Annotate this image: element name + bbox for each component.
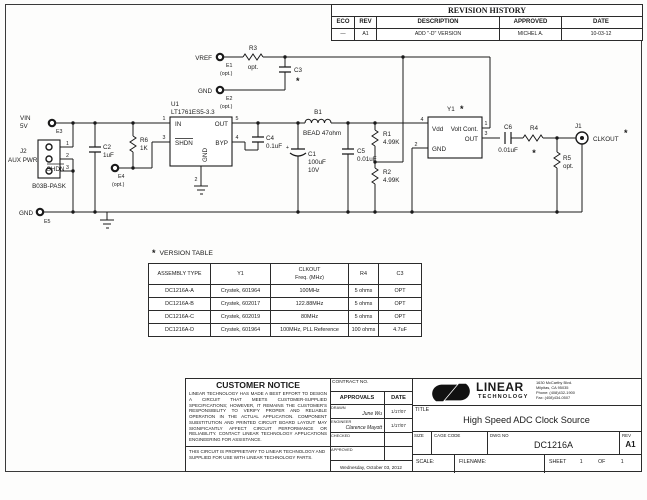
sheet-label: SHEET xyxy=(549,459,567,465)
title-block xyxy=(185,378,642,472)
revision-history-title: REVISION HISTORY xyxy=(332,5,642,17)
label-c6: C6 xyxy=(503,124,513,131)
wires xyxy=(44,57,582,220)
label-b1-val: BEAD 47ohm xyxy=(303,130,342,137)
col-eco: ECO xyxy=(332,17,355,28)
label-c1: C1 xyxy=(308,151,317,158)
drawn-date: 1/17/07 xyxy=(391,409,406,414)
label-u1-part: LT1761ES5-3.3 xyxy=(171,109,215,116)
col-rev: REV xyxy=(355,17,377,28)
version-row-a: DC1216A-A Crystek, 601964 100MHz 5 ohms OPT xyxy=(149,285,421,298)
u1-num-shdn: 3 xyxy=(162,135,166,141)
version-table xyxy=(148,263,422,337)
label-e4-opt: (opt.) xyxy=(112,182,125,188)
label-c1-plus: + xyxy=(285,145,289,151)
terminal-e2 xyxy=(217,87,223,93)
label-r5-val: opt. xyxy=(563,163,574,170)
approvals-date-label: DATE xyxy=(391,395,406,401)
version-row-d: DC1216A-D Crystek, 601964 100MHz, PLL Reference 100 ohms 4.7uF xyxy=(149,324,421,336)
label-c2: C2 xyxy=(103,144,112,151)
drawing-title-row xyxy=(412,406,641,432)
label-r5: R5 xyxy=(563,155,572,162)
terminal-e4 xyxy=(112,165,118,171)
version-row-b: DC1216A-B Crystek, 602017 122.88MHz 5 ohms OPT xyxy=(149,298,421,311)
cage-code-cell: CAGE CODE xyxy=(432,432,488,454)
filename-cell: FILENAME: xyxy=(455,455,545,473)
rev-description: ADD "-D" VERSION xyxy=(377,29,500,40)
u1-pin-byp: BYP xyxy=(215,140,228,147)
label-e1-opt: (opt.) xyxy=(220,71,233,77)
title-label: TITLE xyxy=(415,407,430,413)
scale-cell: SCALE: xyxy=(412,455,455,473)
customer-notice-title: CUSTOMER NOTICE xyxy=(216,380,300,390)
dwg-no-value: DC1216A xyxy=(533,440,574,450)
size-cell: SIZE xyxy=(412,432,432,454)
approval-row-approved xyxy=(330,447,412,461)
version-table-star: * xyxy=(152,248,156,258)
company-name-2: TECHNOLOGY xyxy=(478,394,529,400)
label-shdn: SHDN xyxy=(46,166,65,173)
label-c4: C4 xyxy=(266,135,275,142)
label-gnd-in: GND xyxy=(19,210,33,217)
label-j2-part: B03B-PASK xyxy=(32,183,66,190)
u1-num-out: 5 xyxy=(235,116,239,122)
label-c1-rating: 10V xyxy=(308,167,320,174)
y1-num-gnd: 2 xyxy=(414,142,418,148)
col-date: DATE xyxy=(593,19,609,25)
earth-ground-symbols xyxy=(100,186,208,228)
rev-approved: MICHEL A. xyxy=(500,29,562,40)
engineer-name: Clarence Mayott xyxy=(345,425,382,431)
role-label: APPROVED xyxy=(331,447,353,452)
label-j2-pin1: 1 xyxy=(66,141,69,147)
col-approved: APPROVED xyxy=(500,17,562,28)
label-clkout: CLKOUT xyxy=(593,136,619,143)
u1-num-gnd: 2 xyxy=(194,177,198,183)
u1-pin-in: IN xyxy=(175,121,182,128)
label-c3: C3 xyxy=(294,67,303,74)
y1-num-vc: 1 xyxy=(484,121,488,127)
label-e2-opt: (opt.) xyxy=(220,104,233,110)
approval-row-engineer xyxy=(330,419,412,433)
size-row xyxy=(412,432,641,455)
inductor-b1 xyxy=(305,119,331,123)
version-table-title: * VERSION TABLE xyxy=(152,248,213,258)
label-j2: J2 xyxy=(20,148,27,155)
label-r3-val: opt. xyxy=(247,64,259,71)
company-address: 1630 McCarthy Blvd. Milpitas, CA 95035 Phone: (408)432-1900 Fax: (408)434-0507 xyxy=(536,380,575,400)
u1-num-in: 1 xyxy=(162,116,166,122)
terminal-e1 xyxy=(217,54,223,60)
sheet-cell xyxy=(545,455,641,473)
col-assembly-type: ASSEMBLY TYPE xyxy=(149,264,211,285)
terminal-e5 xyxy=(37,209,43,215)
y1-pin-vc: Volt Cont. xyxy=(450,126,478,133)
customer-notice-body: LINEAR TECHNOLOGY HAS MADE A BEST EFFORT TO DESIGN A CIRCUIT THAT MEETS CUSTOMER-SUPPLIED SPECIFICATIONS; HOWEVER, IT REMAINS THE CUSTOMER'S RESPONSIBILITY TO VERIFY PROPER AND RELIABLE OPERATION IN THE ACTUAL APPLICATION. COMPONENT SUBSTITUTION AND PRINTED CIRCUIT BOARD LAYOUT MAY SIGNIFICANTLY AFFECT CIRCUIT PERFORMANCE OR RELIABILITY. CONTACT LINEAR TECHNOLOGY APPLICATIONS ENGINEERING FOR ASSISTANCE. xyxy=(189,391,327,442)
rev-eco: — xyxy=(332,29,355,40)
label-e4: E4 xyxy=(118,174,125,180)
label-b1: B1 xyxy=(314,109,322,116)
customer-notice xyxy=(186,379,331,471)
version-table-header xyxy=(149,264,421,285)
label-r4-star: * xyxy=(532,148,536,158)
col-r4: R4 xyxy=(349,264,379,285)
role-label: DRAWN xyxy=(331,405,346,410)
label-j1: J1 xyxy=(575,123,582,130)
engineer-date: 1/17/07 xyxy=(391,423,406,428)
label-y1: Y1 xyxy=(447,106,455,113)
company-row xyxy=(412,379,641,406)
approval-row-checked xyxy=(330,433,412,447)
y1-num-vdd: 4 xyxy=(420,117,424,123)
label-y1-star: * xyxy=(460,104,464,114)
col-description: DESCRIPTION xyxy=(377,17,500,28)
approvals-block xyxy=(330,379,413,471)
label-r6-val: 1K xyxy=(140,145,148,152)
label-r2-val: 4.99K xyxy=(383,177,400,184)
label-j2-auxpwr: AUX PWR xyxy=(8,157,38,164)
version-row-c: DC1216A-C Crystek, 602019 80MHz 5 ohms OPT xyxy=(149,311,421,324)
label-j2-pin2: 2 xyxy=(66,153,69,159)
role-label: CHECKED xyxy=(331,433,351,438)
label-clkout-star: * xyxy=(624,128,628,138)
u1-pin-gnd: GND xyxy=(202,148,209,162)
proprietary-note: THIS CIRCUIT IS PROPRIETARY TO LINEAR TECHNOLOGY AND SUPPLIED FOR USE WITH LINEAR TECHNOLOGY PARTS. xyxy=(186,446,330,463)
contract-no-label: CONTRACT NO. xyxy=(330,379,412,392)
sheet-of-number: 1 xyxy=(620,459,624,465)
label-j2-pin3: 3 xyxy=(66,165,69,171)
scale-row xyxy=(412,455,641,473)
label-r1: R1 xyxy=(383,131,392,138)
label-e1: E1 xyxy=(226,63,233,69)
label-r1-val: 4.99K xyxy=(383,139,400,146)
y1-pin-vdd: Vdd xyxy=(432,126,444,133)
label-c5: C5 xyxy=(357,148,366,155)
drawn-name: June Wu xyxy=(362,411,382,417)
label-vin: VIN xyxy=(20,115,31,122)
linear-technology-logo xyxy=(428,382,474,403)
rev-rev: A1 xyxy=(355,29,377,40)
capacitor-c1-curved-plate xyxy=(290,153,306,156)
approvals-label: APPROVALS xyxy=(330,392,385,404)
label-r4: R4 xyxy=(529,125,539,132)
label-c1-val: 100uF xyxy=(308,159,326,166)
label-u1: U1 xyxy=(171,101,180,108)
label-c3-star: * xyxy=(296,76,300,86)
company-name: LINEAR xyxy=(476,380,524,394)
drawing-title: High Speed ADC Clock Source xyxy=(463,415,590,425)
sheet-of-label: OF xyxy=(598,459,606,465)
role-label: ENGINEER xyxy=(331,419,352,424)
label-r2: R2 xyxy=(383,169,392,176)
label-r3: R3 xyxy=(248,45,258,52)
label-vin-5v: 5V xyxy=(20,123,28,130)
label-c6-val: 0.01uF xyxy=(498,147,518,154)
label-e5: E5 xyxy=(44,219,51,225)
terminal-e3 xyxy=(49,120,55,126)
title-block-right xyxy=(412,379,641,471)
y1-pin-gnd: GND xyxy=(432,146,446,153)
sheet-number: 1 xyxy=(579,459,583,465)
label-c2-val: 1uF xyxy=(103,152,114,159)
u1-num-byp: 4 xyxy=(235,135,239,141)
col-clkout: CLKOUT Freq. (MHz) xyxy=(271,264,349,285)
rev-value: A1 xyxy=(625,440,636,449)
rev-date: 10-03-12 xyxy=(590,31,612,37)
u1-pin-out: OUT xyxy=(214,121,228,128)
col-y1: Y1 xyxy=(211,264,271,285)
y1-pin-out: OUT xyxy=(464,136,478,143)
y1-num-out: 3 xyxy=(484,131,488,137)
label-gnd-ref: GND xyxy=(198,88,212,95)
label-c5-val: 0.01uF xyxy=(357,156,377,163)
print-date: Wednesday, October 03, 2012 xyxy=(340,465,402,470)
label-e2: E2 xyxy=(226,96,233,102)
label-e3: E3 xyxy=(56,129,63,135)
dwg-no-cell: DWG NO DC1216A xyxy=(488,432,620,454)
j1-connector xyxy=(576,132,588,144)
u1-pin-shdn: SHDN xyxy=(175,140,193,147)
approvals-header xyxy=(330,392,412,405)
col-c3: C3 xyxy=(379,264,421,285)
rev-cell: REV A1 xyxy=(620,432,641,454)
label-vref: VREF xyxy=(195,55,212,62)
label-r6: R6 xyxy=(140,137,149,144)
approval-row-drawn xyxy=(330,405,412,419)
label-c4-val: 0.1uF xyxy=(266,143,283,150)
